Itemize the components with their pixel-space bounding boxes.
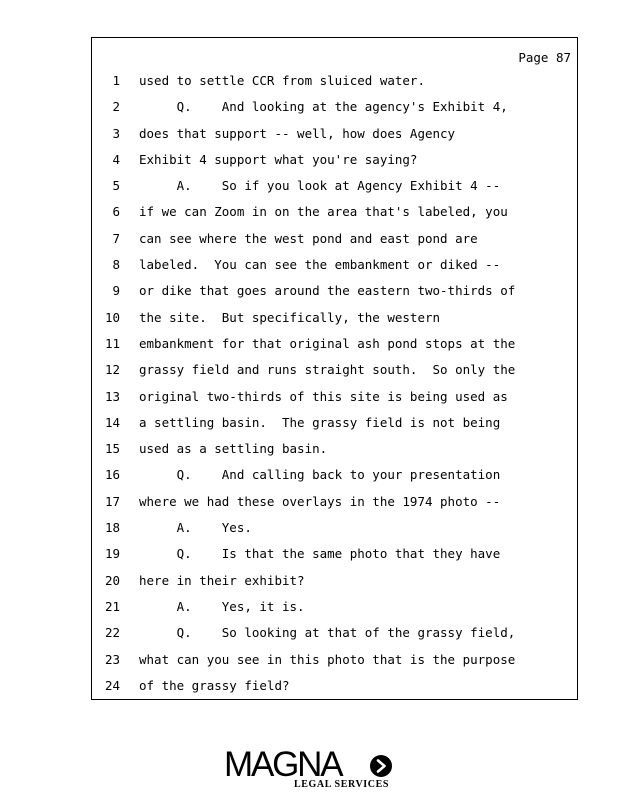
transcript-line <box>92 124 577 150</box>
transcript-line <box>92 334 577 360</box>
page-number: Page 87 <box>518 50 571 65</box>
line-text: A. So if you look at Agency Exhibit 4 -- <box>139 178 501 194</box>
line-number: 7 <box>112 230 120 246</box>
transcript-line <box>92 360 577 386</box>
line-text: here in their exhibit? <box>139 572 305 588</box>
line-number: 6 <box>112 204 120 220</box>
transcript-line <box>92 518 577 544</box>
line-number: 5 <box>112 178 120 194</box>
line-number: 13 <box>104 388 120 404</box>
line-text: A. Yes, it is. <box>139 598 305 614</box>
transcript-line <box>92 465 577 491</box>
line-text: of the grassy field? <box>139 677 290 693</box>
transcript-line <box>92 308 577 334</box>
line-number: 21 <box>104 598 120 614</box>
line-text: used as a settling basin. <box>139 441 328 457</box>
transcript-line <box>92 571 577 597</box>
transcript-line <box>92 255 577 281</box>
magna-logo <box>222 746 398 792</box>
line-text: Q. And calling back to your presentation <box>139 467 501 483</box>
line-number: 14 <box>104 414 120 430</box>
line-text: embankment for that original ash pond stops at the <box>139 335 516 351</box>
line-text: does that support -- well, how does Agency <box>139 125 456 141</box>
line-text: grassy field and runs straight south. So only the <box>139 362 516 378</box>
line-number: 10 <box>104 309 120 325</box>
transcript-lines <box>92 71 577 702</box>
line-number: 20 <box>104 572 120 588</box>
line-text: original two-thirds of this site is being used as <box>139 388 508 404</box>
transcript-line <box>92 623 577 649</box>
line-number: 1 <box>112 73 120 88</box>
transcript-line <box>92 202 577 228</box>
line-number: 11 <box>104 335 120 351</box>
line-text: Q. So looking at that of the grassy field, <box>139 625 516 641</box>
line-text: or dike that goes around the eastern two-thirds of <box>139 283 516 299</box>
transcript-line <box>92 439 577 465</box>
line-number: 3 <box>112 125 120 141</box>
transcript-page <box>91 37 578 700</box>
logo-wordmark: MAGNA <box>224 745 342 784</box>
transcript-line <box>92 650 577 676</box>
line-text: Exhibit 4 support what you're saying? <box>139 151 418 167</box>
line-number: 12 <box>104 362 120 378</box>
line-number: 18 <box>104 520 120 536</box>
transcript-line <box>92 597 577 623</box>
line-number: 23 <box>104 651 120 667</box>
logo-subtitle: LEGAL SERVICES <box>294 779 390 790</box>
line-number: 4 <box>112 151 120 167</box>
transcript-line <box>92 544 577 570</box>
transcript-line <box>92 71 577 97</box>
circle-arrow-icon <box>369 754 393 778</box>
transcript-line <box>92 150 577 176</box>
transcript-line <box>92 176 577 202</box>
transcript-line <box>92 387 577 413</box>
line-number: 24 <box>104 677 120 693</box>
transcript-line <box>92 676 577 702</box>
transcript-line <box>92 492 577 518</box>
line-text: a settling basin. The grassy field is not being <box>139 414 501 430</box>
line-text: labeled. You can see the embankment or diked -- <box>139 257 501 273</box>
transcript-line <box>92 97 577 123</box>
line-text: used to settle CCR from sluiced water. <box>139 73 425 88</box>
line-number: 17 <box>104 493 120 509</box>
line-number: 22 <box>104 625 120 641</box>
line-number: 9 <box>112 283 120 299</box>
line-number: 15 <box>104 441 120 457</box>
line-text: if we can Zoom in on the area that's labeled, you <box>139 204 508 220</box>
transcript-line <box>92 281 577 307</box>
line-text: what can you see in this photo that is the purpose <box>139 651 516 667</box>
line-number: 2 <box>112 99 120 115</box>
line-text: Q. Is that the same photo that they have <box>139 546 501 562</box>
line-text: can see where the west pond and east pond are <box>139 230 478 246</box>
line-text: where we had these overlays in the 1974 photo -- <box>139 493 501 509</box>
transcript-line <box>92 413 577 439</box>
line-text: the site. But specifically, the western <box>139 309 441 325</box>
line-number: 8 <box>112 257 120 273</box>
transcript-line <box>92 229 577 255</box>
line-text: A. Yes. <box>139 520 252 536</box>
line-number: 19 <box>104 546 120 562</box>
line-number: 16 <box>104 467 120 483</box>
line-text: Q. And looking at the agency's Exhibit 4, <box>139 99 508 115</box>
